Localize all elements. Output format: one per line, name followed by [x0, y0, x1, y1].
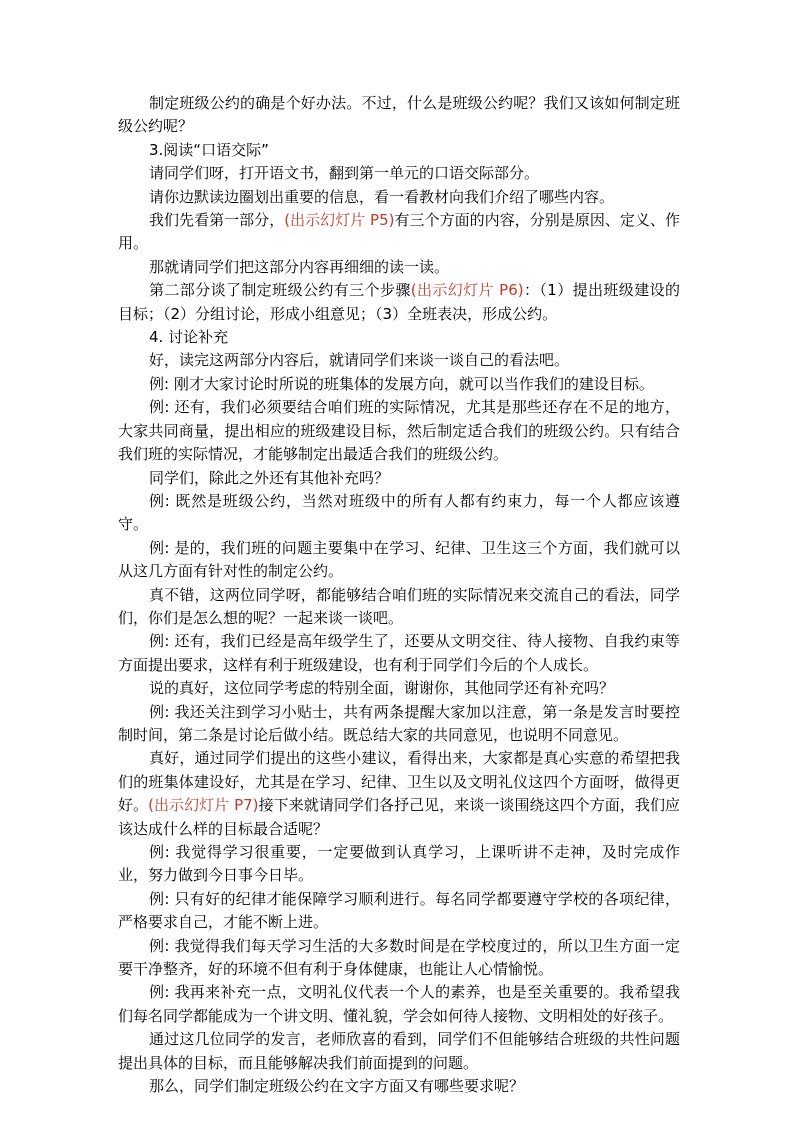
paragraph: 真不错，这两位同学呀，都能够结合咱们班的实际情况来交流自己的看法，同学们，你们是怎么想的呢？一起来谈一谈吧。 [118, 585, 680, 627]
section-heading-discussion: 4. 讨论补充 [149, 328, 229, 347]
example-paragraph: 例: 我觉得我们每天学习生活的大多数时间是在学校度过的，所以卫生方面一定要干净整齐，好的环境不但有利于身体健康，也能让人心情愉悦。 [118, 936, 680, 979]
paragraph: 好，读完这两部分内容后，就请同学们来谈一谈自己的看法吧。 [149, 351, 570, 370]
example-paragraph: 例: 我再来补充一点，文明礼仪代表一个人的素养，也是至关重要的。我希望我们每名同学都能成为一个讲文明、懂礼貌，学会如何待人接物、文明相处的好孩子。 [118, 983, 680, 1025]
example-paragraph: 例: 刚才大家讨论时所说的班集体的发展方向，就可以当作我们的建设目标。 [149, 374, 654, 393]
example-paragraph: 例: 我觉得学习很重要，一定要做到认真学习，上课听讲不走神，及时完成作业，努力做到今日事今日毕。 [118, 843, 680, 885]
example-paragraph: 例: 既然是班级公约，当然对班级中的所有人都有约束力，每一个人都应该遵守。 [118, 491, 680, 534]
section-heading-reading: 3.阅读“口语交际” [149, 140, 269, 159]
paragraph: 同学们，除此之外还有其他补充吗？ [149, 468, 390, 487]
example-paragraph: 例: 还有，我们必须要结合咱们班的实际情况，尤其是那些还存在不足的地方，大家共同商量，提出相应的班级建设目标，然后制定适合我们的班级公约。只有结合我们班的实际情况，才能够制定出最适合我们的班级公约。 [118, 398, 680, 464]
slide-reference: (出示幻灯片 P5) [284, 211, 395, 230]
document-page [118, 92, 680, 1098]
slide-reference: (出示幻灯片 P6) [410, 281, 524, 300]
paragraph: 请同学们呀，打开语文书，翻到第一单元的口语交际部分。 [149, 164, 540, 183]
paragraph: 我们先看第一部分，(出示幻灯片 P5)有三个方面的内容，分别是原因、定义、作用。 [118, 211, 680, 253]
paragraph: 第二部分谈了制定班级公约有三个步骤(出示幻灯片 P6)：（1）提出班级建设的目标；（2）分组讨论，形成小组意见；（3）全班表决，形成公约。 [118, 281, 680, 323]
example-paragraph: 例: 我还关注到学习小贴士，共有两条提醒大家加以注意，第一条是发言时要控制时间，第二条是讨论后做小结。既总结大家的共同意见，也说明不同意见。 [118, 702, 680, 744]
paragraph: 制定班级公约的确是个好办法。不过，什么是班级公约呢？我们又该如何制定班级公约呢？ [118, 94, 680, 136]
paragraph: 通过这几位同学的发言，老师欣喜的看到，同学们不但能够结合班级的共性问题提出具体的目标，而且能够解决我们前面提到的问题。 [118, 1030, 680, 1072]
example-paragraph: 例: 还有，我们已经是高年级学生了，还要从文明交往、待人接物、自我约束等方面提出要求，这样有利于班级建设，也有利于同学们今后的个人成长。 [118, 632, 680, 674]
paragraph: 请你边默读边圈划出重要的信息，看一看教材向我们介绍了哪些内容。 [149, 187, 615, 206]
example-paragraph: 例: 是的，我们班的问题主要集中在学习、纪律、卫生这三个方面，我们就可以从这几方面有针对性的制定公约。 [118, 538, 680, 581]
paragraph: 说的真好，这位同学考虑的特别全面，谢谢你，其他同学还有补充吗？ [149, 679, 615, 698]
slide-reference: (出示幻灯片 P7) [148, 796, 259, 815]
paragraph: 那么，同学们制定班级公约在文字方面又有哪些要求呢？ [149, 1077, 525, 1096]
example-paragraph: 例: 只有好的纪律才能保障学习顺利进行。每名同学都要遵守学校的各项纪律，严格要求自己，才能不断上进。 [118, 889, 680, 932]
paragraph: 那就请同学们把这部分内容再细细的读一读。 [149, 257, 450, 276]
paragraph: 真好，通过同学们提出的这些小建议，看得出来，大家都是真心实意的希望把我们的班集体建设好，尤其是在学习、纪律、卫生以及文明礼仪这四个方面呀，做得更好。(出示幻灯片 P7)接下来就请同学们各抒己见，来谈一谈围绕这四个方面，我们应该达成什么样的目标最合适呢？ [118, 749, 680, 838]
